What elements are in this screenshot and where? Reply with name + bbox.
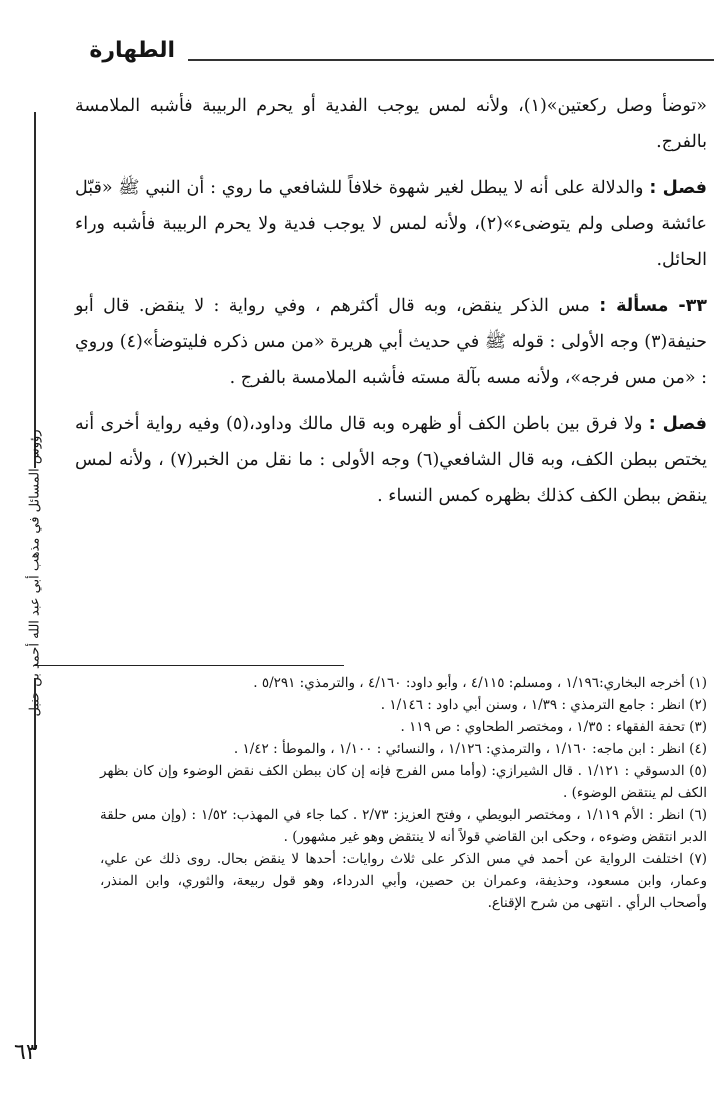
paragraph-1: «توضأ وصل ركعتين»(١)، ولأنه لمس يوجب الفدية أو يحرم الربيبة فأشبه الملامسة بالفرج. bbox=[75, 96, 707, 152]
paragraph-4 bbox=[75, 406, 707, 514]
footnote-5: (٥) الدسوقي : ١/١٢١ . قال الشيرازي: (وأما مس الفرج فإنه إن كان ببطن الكف نقض الوضوء وإن كان بظهر الكف لم ينتقض الوضوء) . bbox=[100, 763, 707, 801]
footnote-4: (٤) انظر : ابن ماجه: ١/١٦٠ ، والترمذي: ١/١٢٦ ، والنسائي : ١/١٠٠ ، والموطأ : ١/٤٢ . bbox=[233, 741, 707, 757]
footnote-6: (٦) انظر : الأم ١/١١٩ ، ومختصر البويطي ، وفتح العزيز: ٢/٧٣ . كما جاء في المهذب: ١/٥٢ : (وإن مس حلقة الدبر انتقض وضوءه ، وحكى ابن القاضي قولاً أنه لا ينتقض وهو غير مشهور) . bbox=[100, 807, 707, 845]
paragraph-2-text: والدلالة على أنه لا يبطل لغير شهوة خلافاً للشافعي ما روي : أن النبي ﷺ «قبّل عائشة وصلى ولم يتوضىء»(٢)، ولأنه لمس لا يوجب فدية ولا يحرم الربيبة فأشبه وراء الحائل. bbox=[75, 178, 707, 270]
footnote-rule bbox=[34, 665, 344, 666]
footnotes bbox=[100, 672, 707, 914]
paragraph-3-text: مس الذكر ينقض، وبه قال أكثرهم ، وفي رواية : لا ينقض. قال أبو حنيفة(٣) وجه الأولى : قوله ﷺ في حديث أبي هريرة «من مس ذكره فليتوضأ»(٤) وروي : «من مس فرجه»، ولأنه مسه بآلة مسته فأشبه الملامسة بالفرج . bbox=[75, 296, 707, 388]
page-number: ٦٣ bbox=[14, 1040, 38, 1065]
side-rule-top bbox=[34, 112, 36, 468]
section-label: فصل : bbox=[649, 178, 707, 198]
footnote-1: (١) أخرجه البخاري:١/١٩٦ ، ومسلم: ٤/١١٥ ، وأبو داود: ٤/١٦٠ ، والترمذي: ٥/٢٩١ . bbox=[253, 675, 707, 691]
paragraph-3 bbox=[75, 288, 707, 396]
section-label: فصل : bbox=[648, 414, 707, 434]
paragraph-2 bbox=[75, 170, 707, 278]
footnote-2: (٢) انظر : جامع الترمذي : ١/٣٩ ، وسنن أبي داود : ١/١٤٦ . bbox=[380, 697, 707, 713]
chapter-title: الطهارة bbox=[89, 38, 175, 63]
side-book-title bbox=[10, 429, 60, 717]
footnote-3: (٣) تحفة الفقهاء : ١/٣٥ ، ومختصر الطحاوي : ص ١١٩ . bbox=[400, 719, 707, 735]
body-text bbox=[75, 88, 707, 514]
footnote-7: (٧) اختلفت الرواية عن أحمد في مس الذكر على ثلاث روايات: أحدها لا ينقض بحال. روى ذلك عن علي، وعمار، وابن مسعود، وحذيفة، وعمران بن حصين، وأبي الدرداء، وهو قول ربيعة، والثوري، وابن المنذر، وأصحاب الرأي . انتهى من شرح الإقناع. bbox=[100, 851, 707, 911]
paragraph-4-text: ولا فرق بين باطن الكف أو ظهره وبه قال مالك وداود،(٥) وفيه رواية أخرى أنه يختص ببطن الكف، وبه قال الشافعي(٦) وجه الأولى : ما نقل من الخبر(٧) ، ولأنه لمس ينقض ببطن الكف كذلك بظهره كمس النساء . bbox=[75, 414, 707, 506]
header-rule bbox=[188, 59, 714, 61]
side-rule-bottom bbox=[34, 678, 36, 1050]
issue-label: ٣٣- مسألة : bbox=[599, 296, 707, 316]
side-book-title-text: رؤوس المسائل في مذهب أبي عبد الله أحمد بن حنبل bbox=[27, 429, 43, 717]
